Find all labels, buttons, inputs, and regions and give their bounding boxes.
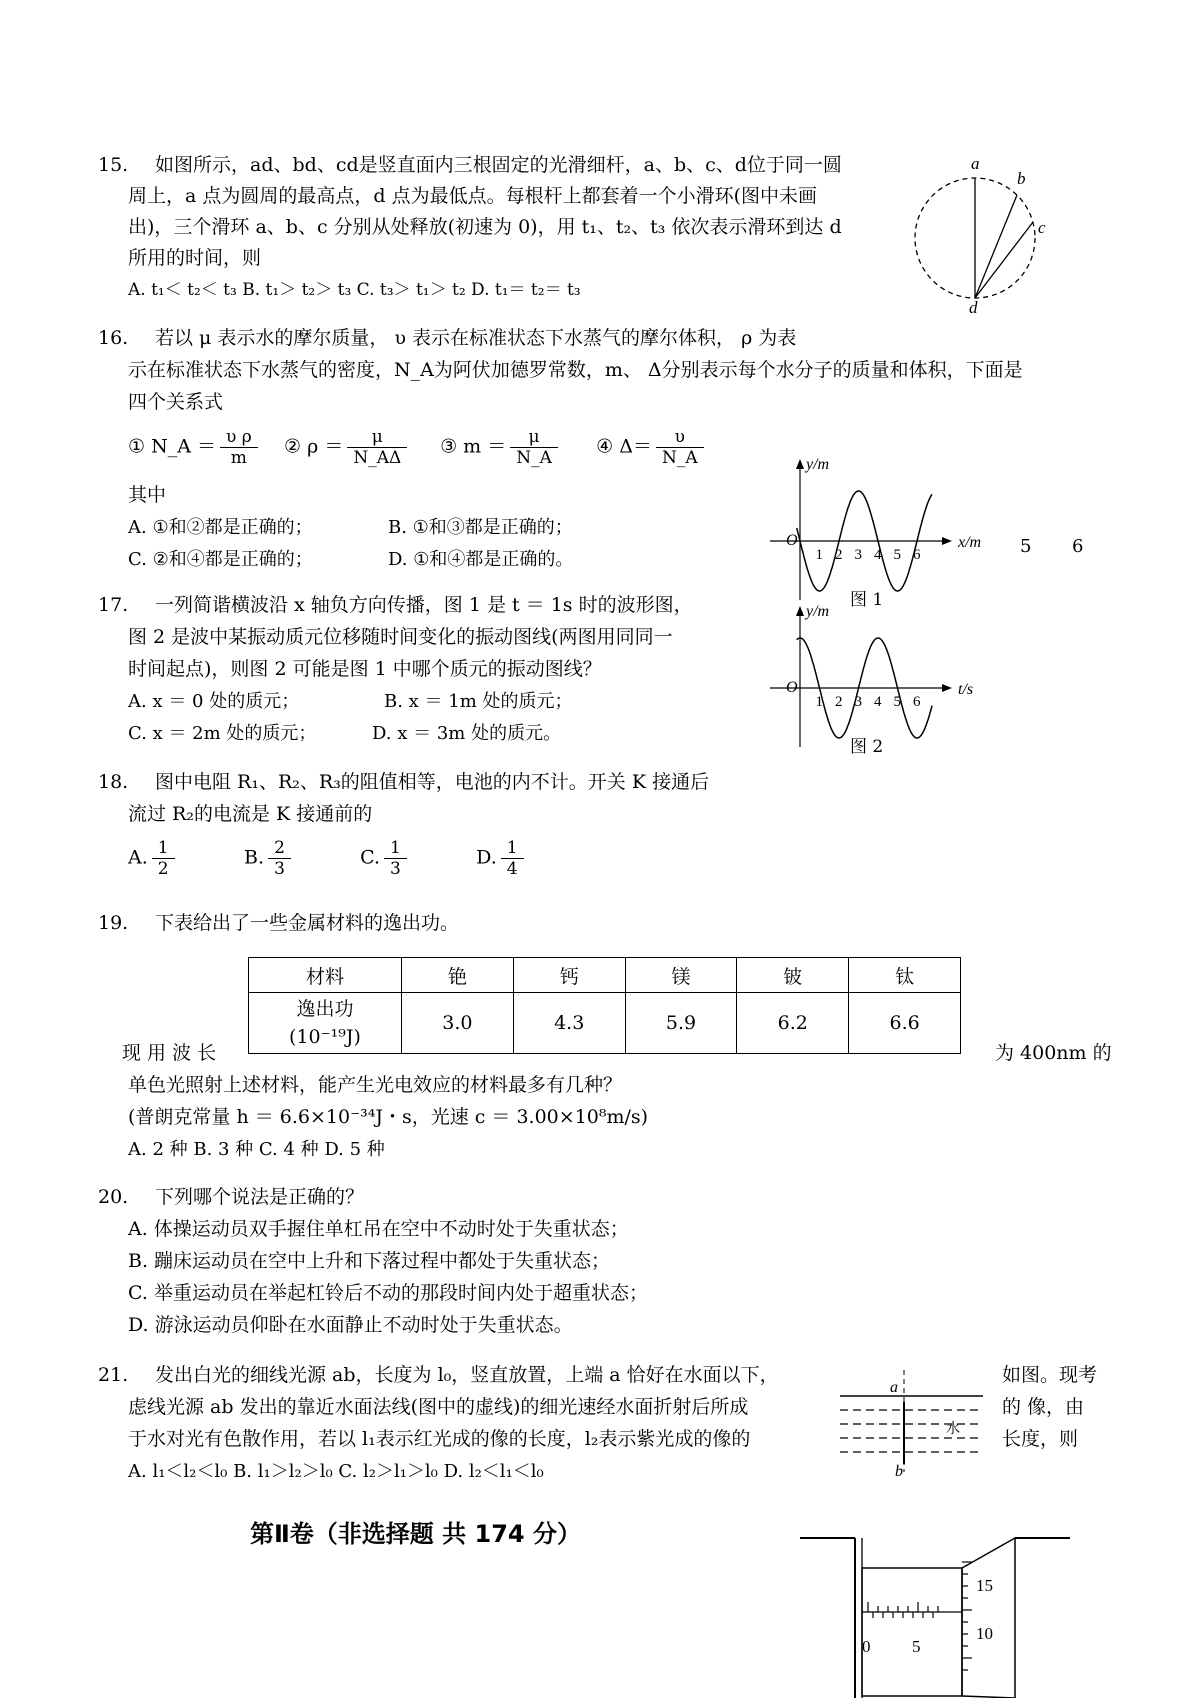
q18-option-b: B. $\frac{2}{3}$ bbox=[244, 838, 354, 879]
q18-line1: 图中电阻 R₁、R₂、R₃的阻值相等，电池的内不计。开关 K 接通后 bbox=[155, 771, 710, 793]
table-cell: 5.9 bbox=[625, 993, 737, 1054]
water-dashes bbox=[840, 1410, 983, 1452]
q18-number: 18. bbox=[98, 771, 129, 793]
q16-option-d: D. ①和④都是正确的。 bbox=[388, 549, 574, 570]
q17-option-c: C. x ＝ 2m 处的质元； bbox=[128, 723, 317, 744]
tick-label: 6 bbox=[913, 547, 921, 563]
q15-label-b: b bbox=[1017, 169, 1026, 188]
q21-line3-right: 长度，则 bbox=[1002, 1428, 1079, 1450]
q19-right-text: 为 400nm 的 bbox=[995, 1042, 1112, 1064]
q16-option-b: B. ①和③都是正确的； bbox=[388, 517, 573, 538]
q17-fig1-wave bbox=[760, 455, 1030, 605]
q16-f3: ③ m ＝ $\frac{\mu}{N\_A}$ bbox=[440, 427, 590, 468]
q15-line3: 出)，三个滑环 a、b、c 分别从处释放(初速为 0)，用 t₁、t₂、t₃ 依次表示滑环到达 d bbox=[128, 216, 842, 238]
table-header: 钛 bbox=[849, 958, 961, 993]
fig1-ticks bbox=[816, 547, 922, 563]
q16-f1: ① N_A ＝ $\frac{\text{υ ρ}}{m}$ bbox=[128, 427, 278, 468]
micrometer-label-15: 15 bbox=[976, 1576, 993, 1595]
tick-label: 3 bbox=[854, 694, 862, 710]
q17-number: 17. bbox=[98, 594, 129, 616]
q19-line1: 下表给出了一些金属材料的逸出功。 bbox=[155, 912, 460, 934]
q15-rod-cd bbox=[975, 222, 1033, 298]
fig2-ticks bbox=[816, 694, 922, 710]
q16-number: 16. bbox=[98, 327, 129, 349]
table-cell: 3.0 bbox=[402, 993, 514, 1054]
q15-circle-figure bbox=[905, 150, 1055, 320]
q15-line1: 如图所示，ad、bd、cd是竖直面内三根固定的光滑细杆，a、b、c、d位于同一圆 bbox=[155, 154, 842, 176]
q20-option-d: D. 游泳运动员仰卧在水面静止不动时处于失重状态。 bbox=[128, 1314, 573, 1336]
water-label-shui: 水 bbox=[946, 1422, 960, 1437]
micrometer-label-5: 5 bbox=[912, 1637, 921, 1656]
table-row bbox=[249, 993, 961, 1054]
q17-line1: 一列简谐横波沿 x 轴负方向传播，图 1 是 t ＝ 1s 时的波形图， bbox=[155, 594, 693, 616]
micrometer-main-ticks bbox=[868, 1602, 938, 1618]
q15-rod-bd bbox=[975, 195, 1017, 298]
table-header: 钙 bbox=[513, 958, 625, 993]
tick-label: 2 bbox=[835, 694, 843, 710]
q15-line2: 周上，a 点为圆周的最高点，d 点为最低点。每根杆上都套着一个小滑环(图中未画 bbox=[128, 185, 817, 207]
fig1-caption: 图 1 bbox=[850, 590, 884, 610]
q15 bbox=[98, 150, 128, 181]
q20-option-c: C. 举重运动员在举起杠铃后不动的那段时间内处于超重状态； bbox=[128, 1282, 648, 1304]
tick-label: 4 bbox=[874, 694, 882, 710]
fig1-x-arrow bbox=[942, 537, 952, 545]
q15-line4: 所用的时间，则 bbox=[128, 247, 262, 269]
table-cell: 4.3 bbox=[513, 993, 625, 1054]
table-header-row bbox=[249, 958, 961, 993]
q16-option-c: C. ②和④都是正确的； bbox=[128, 549, 313, 570]
q21-water-figure bbox=[838, 1368, 988, 1478]
tick-label: 4 bbox=[874, 547, 882, 563]
q20-option-b: B. 蹦床运动员在空中上升和下落过程中都处于失重状态； bbox=[128, 1250, 611, 1272]
q21-line1-right: 如图。现考 bbox=[1002, 1364, 1098, 1386]
fig1-origin: O bbox=[786, 532, 798, 549]
q15-label-c: c bbox=[1038, 218, 1046, 237]
fig2-y-arrow bbox=[796, 606, 804, 616]
q17-option-b: B. x ＝ 1m 处的质元； bbox=[384, 691, 573, 712]
q17-line2: 图 2 是波中某振动质元位移随时间变化的振动图线(两图用同同一 bbox=[128, 626, 673, 648]
q21-line2: 虑线光源 ab 发出的靠近水面法线(图中的虚线)的细光速经水面折射后所成 bbox=[128, 1396, 749, 1418]
q19-line4: (普朗克常量 h ＝ 6.6×10⁻³⁴J・s，光速 c ＝ 3.00×10⁸m/s) bbox=[128, 1106, 649, 1128]
micrometer-thimble-ticks bbox=[962, 1562, 972, 1670]
table-header: 材料 bbox=[249, 958, 402, 993]
q16-qizhong: 其中 bbox=[128, 484, 167, 506]
q19-number: 19. bbox=[98, 912, 129, 934]
q18-option-a: A. $\frac{1}{2}$ bbox=[128, 838, 238, 879]
water-label-a: a bbox=[890, 1379, 898, 1396]
q19-line3: 单色光照射上述材料，能产生光电效应的材料最多有几种？ bbox=[128, 1074, 623, 1096]
fig1-y-arrow bbox=[796, 459, 804, 469]
q18-options bbox=[128, 838, 586, 879]
tick-label: 2 bbox=[835, 547, 843, 563]
fig2-ylabel: y/m bbox=[806, 603, 830, 620]
q18-option-d: D. $\frac{1}{4}$ bbox=[476, 838, 586, 879]
fig2-caption: 图 2 bbox=[850, 737, 884, 757]
q15-label-a: a bbox=[971, 154, 980, 173]
q18-line2: 流过 R₂的电流是 K 接通前的 bbox=[128, 803, 373, 825]
tick-label: 5 bbox=[893, 694, 901, 710]
micrometer-figure bbox=[800, 1528, 1070, 1698]
q21-line1: 发出白光的细线光源 ab，长度为 l₀，竖直放置，上端 a 恰好在水面以下， bbox=[155, 1364, 779, 1386]
q15-label-d: d bbox=[969, 298, 978, 317]
q19-options: A. 2 种 B. 3 种 C. 4 种 D. 5 种 bbox=[128, 1139, 385, 1160]
q16-f2: ② ρ ＝ $\frac{\mu}{N\_A\Delta}$ bbox=[284, 427, 434, 468]
tick-label: 1 bbox=[815, 694, 823, 710]
fig2-origin: O bbox=[786, 679, 798, 696]
table-cell: 6.6 bbox=[849, 993, 961, 1054]
q17-line3: 时间起点)，则图 2 可能是图 1 中哪个质元的振动图线？ bbox=[128, 658, 602, 680]
table-cell: 6.2 bbox=[737, 993, 849, 1054]
q15-options: A. t₁＜ t₂＜ t₃ B. t₁＞ t₂＞ t₃ C. t₃＞ t₁＞ t₂ D. t₁＝ t₂＝ t₃ bbox=[128, 280, 581, 300]
q20-number: 20. bbox=[98, 1186, 129, 1208]
q16-line2: 示在标准状态下水蒸气的密度，N_A为阿伏加德罗常数，m、 Δ分别表示每个水分子的质量和体积，下面是 bbox=[128, 359, 1023, 381]
q16-f4: ④ Δ＝ $\frac{\upsilon}{N\_A}$ bbox=[596, 427, 746, 468]
tick-label: 3 bbox=[854, 547, 862, 563]
table-header: 铍 bbox=[737, 958, 849, 993]
q18-option-c: C. $\frac{1}{3}$ bbox=[360, 838, 470, 879]
q21-line3: 于水对光有色散作用，若以 l₁表示红光成的像的长度，l₂表示紫光成的像的 bbox=[128, 1428, 751, 1450]
table-header: 镁 bbox=[625, 958, 737, 993]
work-function-table bbox=[248, 957, 961, 1054]
q20-option-a: A. 体操运动员双手握住单杠吊在空中不动时处于失重状态； bbox=[128, 1218, 629, 1240]
fig1-xlabel: x/m bbox=[958, 534, 982, 551]
q16-line1: 若以 μ 表示水的摩尔质量， υ 表示在标准状态下水蒸气的摩尔体积， ρ 为表 bbox=[155, 327, 797, 349]
q17-option-d: D. x ＝ 3m 处的质元。 bbox=[372, 723, 562, 744]
q21-options: A. l₁＜l₂＜l₀ B. l₁＞l₂＞l₀ C. l₂＞l₁＞l₀ D. l₂＜l₁＜l₀ bbox=[128, 1461, 544, 1482]
q17-fig2-vibration bbox=[760, 602, 1030, 752]
micrometer-sleeve bbox=[862, 1568, 962, 1696]
q15-number: 15. bbox=[98, 154, 129, 176]
part2-title: 第Ⅱ卷（非选择题 共 174 分） bbox=[250, 1520, 581, 1548]
stray-number-6: 6 bbox=[1072, 536, 1084, 557]
stray-number-5: 5 bbox=[1020, 536, 1032, 557]
tick-label: 5 bbox=[893, 547, 901, 563]
micrometer-label-0: 0 bbox=[862, 1637, 871, 1656]
fig1-ylabel: y/m bbox=[806, 456, 830, 473]
table-row-label: 逸出功 (10⁻¹⁹J) bbox=[249, 993, 402, 1054]
q21-line2-right: 的 像，由 bbox=[1002, 1396, 1085, 1418]
tick-label: 6 bbox=[913, 694, 921, 710]
q16-line3: 四个关系式 bbox=[128, 391, 224, 413]
water-label-b: b bbox=[895, 1463, 903, 1478]
q16-option-a: A. ①和②都是正确的； bbox=[128, 517, 313, 538]
micrometer-label-10: 10 bbox=[976, 1624, 993, 1643]
q19-left-text: 现 用 波 长 bbox=[122, 1042, 217, 1064]
table-header: 铯 bbox=[402, 958, 514, 993]
fig2-xlabel: t/s bbox=[958, 681, 974, 698]
q21-number: 21. bbox=[98, 1364, 129, 1386]
q16-formulas bbox=[128, 427, 746, 468]
q20-line1: 下列哪个说法是正确的？ bbox=[155, 1186, 365, 1208]
fig2-x-arrow bbox=[942, 684, 952, 692]
tick-label: 1 bbox=[815, 547, 823, 563]
q17-option-a: A. x ＝ 0 处的质元； bbox=[128, 691, 300, 712]
